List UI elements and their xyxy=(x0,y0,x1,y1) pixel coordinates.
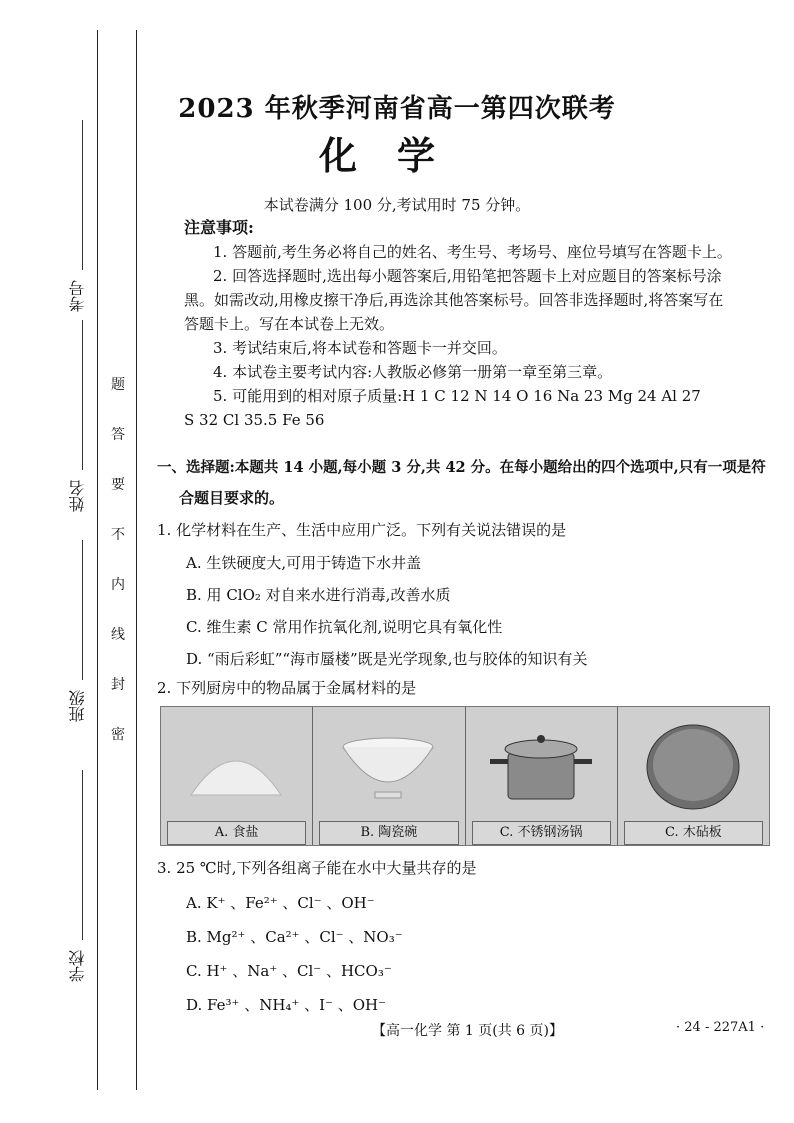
seal-char-1: 题 xyxy=(111,377,125,393)
q3-stem: 3. 25 ℃时,下列各组离子能在水中大量共存的是 xyxy=(157,859,477,877)
seal-char-7: 封 xyxy=(111,677,125,693)
q2-item-salt xyxy=(161,707,313,845)
q1-stem: 1. 化学材料在生产、生活中应用广泛。下列有关说法错误的是 xyxy=(157,521,567,539)
note-line-7: 5. 可能用到的相对原子质量:H 1 C 12 N 14 O 16 Na 23 Mg 24 Al 27 xyxy=(213,387,701,405)
note-line-4: 答题卡上。写在本试卷上无效。 xyxy=(184,315,395,333)
name-label: 姓名 xyxy=(68,480,87,512)
seal-char-5: 内 xyxy=(111,577,125,593)
q3-option-c: C. H⁺ 、Na⁺ 、Cl⁻ 、HCO₃⁻ xyxy=(186,962,392,980)
seal-char-3: 要 xyxy=(111,477,125,493)
school-label: 学校 xyxy=(68,950,87,982)
steel-pot-icon xyxy=(466,707,616,817)
ceramic-bowl-icon xyxy=(313,707,463,817)
note-line-5: 3. 考试结束后,将本试卷和答题卡一并交回。 xyxy=(213,339,507,357)
exam-title: 2023 年秋季河南省高一第四次联考 xyxy=(178,94,616,124)
q2-stem: 2. 下列厨房中的物品属于金属材料的是 xyxy=(157,679,417,697)
exam-code: · 24 - 227A1 · xyxy=(676,1020,765,1035)
q3-option-d: D. Fe³⁺ 、NH₄⁺ 、I⁻ 、OH⁻ xyxy=(186,996,387,1014)
left-border-line xyxy=(97,30,98,1090)
note-line-2: 2. 回答选择题时,选出每小题答案后,用铅笔把答题卡上对应题目的答案标号涂 xyxy=(213,267,722,285)
q2-image-strip xyxy=(160,706,770,846)
q3-option-b: B. Mg²⁺ 、Ca²⁺ 、Cl⁻ 、NO₃⁻ xyxy=(186,928,403,946)
class-blank xyxy=(82,540,83,680)
q3-option-a: A. K⁺ 、Fe²⁺ 、Cl⁻ 、OH⁻ xyxy=(186,894,375,912)
q1-option-b: B. 用 ClO₂ 对自来水进行消毒,改善水质 xyxy=(186,586,451,604)
note-line-3: 黑。如需改动,用橡皮擦干净后,再选涂其他答案标号。回答非选择题时,将答案写在 xyxy=(184,291,724,309)
q2-item-pot xyxy=(466,707,618,845)
exam-no-label: 考号 xyxy=(68,280,87,312)
q2-item-board xyxy=(618,707,769,845)
seal-char-2: 答 xyxy=(111,427,125,443)
q2-item-bowl xyxy=(313,707,465,845)
section-heading-line2: 合题目要求的。 xyxy=(179,489,285,507)
exam-info: 本试卷满分 100 分,考试用时 75 分钟。 xyxy=(263,196,531,214)
cutting-board-icon xyxy=(618,707,768,817)
seal-char-6: 线 xyxy=(111,627,125,643)
q2-caption-b: B. 陶瓷碗 xyxy=(319,821,458,845)
note-line-8: S 32 Cl 35.5 Fe 56 xyxy=(184,411,325,429)
q2-caption-c: C. 不锈钢汤锅 xyxy=(472,821,611,845)
q2-caption-d: C. 木砧板 xyxy=(624,821,763,845)
subject-title: 化学 xyxy=(318,133,475,178)
seal-line xyxy=(136,30,137,1090)
class-label: 班级 xyxy=(68,690,87,722)
q2-caption-a: A. 食盐 xyxy=(167,821,306,845)
school-blank xyxy=(82,770,83,940)
seal-char-4: 不 xyxy=(111,527,125,543)
name-blank xyxy=(82,320,83,470)
salt-pile-icon xyxy=(161,707,311,817)
notes-heading: 注意事项: xyxy=(184,218,254,237)
note-line-1: 1. 答题前,考生务必将自己的姓名、考生号、考场号、座位号填写在答题卡上。 xyxy=(213,243,732,261)
page-footer: 【高一化学 第 1 页(共 6 页)】 xyxy=(372,1023,563,1039)
section-heading-line1: 一、选择题:本题共 14 小题,每小题 3 分,共 42 分。在每小题给出的四个选项中,只有一项是符 xyxy=(157,459,766,476)
seal-char-8: 密 xyxy=(111,727,125,743)
q1-option-d: D. “雨后彩虹”“海市蜃楼”既是光学现象,也与胶体的知识有关 xyxy=(186,650,588,668)
note-line-6: 4. 本试卷主要考试内容:人教版必修第一册第一章至第三章。 xyxy=(213,363,613,381)
q1-option-a: A. 生铁硬度大,可用于铸造下水井盖 xyxy=(186,554,422,572)
q1-option-c: C. 维生素 C 常用作抗氧化剂,说明它具有氧化性 xyxy=(186,618,503,636)
